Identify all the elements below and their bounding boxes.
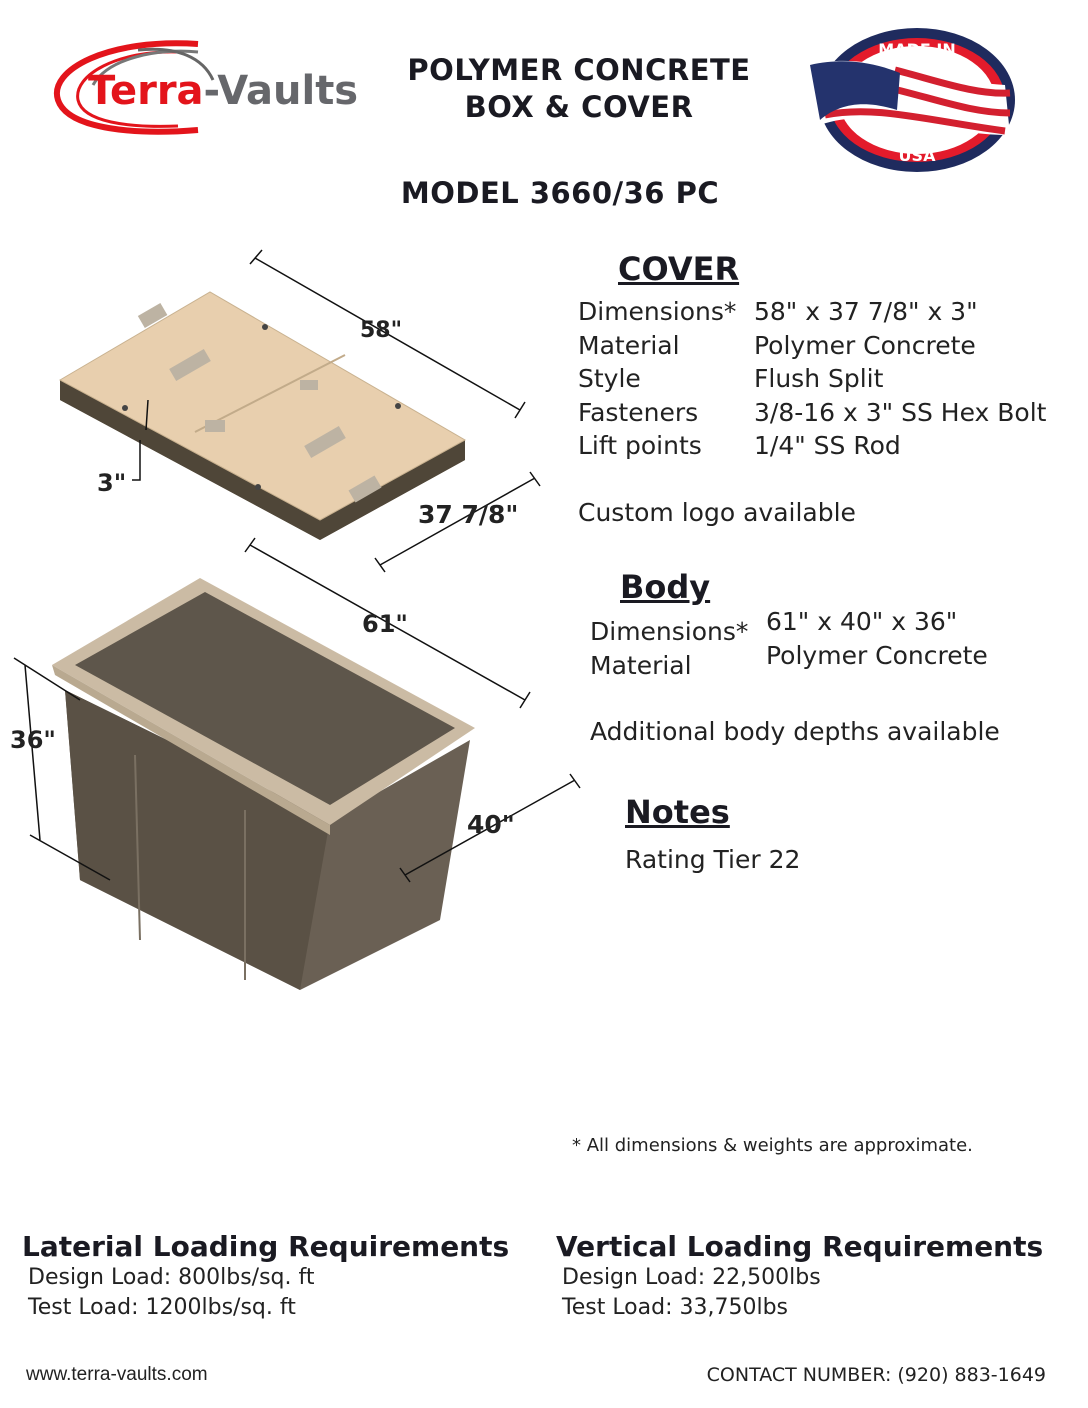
spec-value: Flush Split bbox=[754, 364, 884, 393]
lateral-test: Test Load: 1200lbs/sq. ft bbox=[28, 1295, 296, 1320]
logo-text-red: Terra bbox=[88, 68, 204, 114]
badge-text-top: MADE IN bbox=[878, 40, 956, 59]
cover-spec-labels bbox=[578, 295, 736, 463]
spec-label: Dimensions* bbox=[578, 297, 737, 326]
cover-heading: COVER bbox=[618, 250, 740, 288]
disclaimer: * All dimensions & weights are approximate. bbox=[572, 1135, 973, 1156]
badge-text-bottom: USA bbox=[898, 146, 936, 165]
logo-text-gray: -Vaults bbox=[203, 68, 359, 114]
notes-text: Rating Tier 22 bbox=[625, 845, 801, 874]
spec-value: Polymer Concrete bbox=[754, 330, 976, 360]
spec-value: Polymer Concrete bbox=[766, 640, 988, 670]
page-title bbox=[400, 52, 758, 126]
notes-heading: Notes bbox=[625, 793, 730, 831]
spec-value: 61" x 40" x 36" bbox=[766, 607, 958, 636]
cover-length-label: 58" bbox=[360, 318, 403, 343]
vertical-test: Test Load: 33,750lbs bbox=[562, 1295, 789, 1320]
contact-number: CONTACT NUMBER: (920) 883-1649 bbox=[706, 1364, 1046, 1386]
company-logo bbox=[48, 30, 378, 140]
cover-thickness-label: 3" bbox=[97, 469, 127, 497]
body-depth-label: 36" bbox=[10, 726, 56, 754]
cover-illustration bbox=[60, 292, 465, 540]
body-note: Additional body depths available bbox=[590, 717, 1000, 746]
cover-width-label: 37 7/8" bbox=[418, 500, 519, 529]
body-spec-values bbox=[766, 605, 988, 672]
cover-spec-values bbox=[754, 295, 1046, 463]
body-heading: Body bbox=[620, 568, 711, 606]
usa-flag-icon bbox=[805, 25, 1020, 175]
lateral-heading: Laterial Loading Requirements bbox=[22, 1230, 510, 1263]
body-illustration bbox=[52, 578, 475, 990]
spec-label: Style bbox=[578, 364, 641, 393]
model-title: MODEL 3660/36 PC bbox=[400, 176, 720, 210]
title-line2: BOX & COVER bbox=[464, 90, 694, 124]
vertical-design: Design Load: 22,500lbs bbox=[562, 1265, 821, 1290]
body-width-label: 40" bbox=[467, 810, 515, 839]
vertical-heading: Vertical Loading Requirements bbox=[556, 1230, 1044, 1263]
body-length-label: 61" bbox=[362, 610, 408, 638]
spec-value: 58" x 37 7/8" x 3" bbox=[754, 297, 978, 326]
spec-label: Dimensions* bbox=[590, 617, 749, 646]
spec-value: 3/8-16 x 3" SS Hex Bolt bbox=[754, 397, 1047, 427]
vertical-loading bbox=[556, 1230, 1043, 1323]
spec-label: Material bbox=[578, 330, 680, 360]
lateral-design: Design Load: 800lbs/sq. ft bbox=[28, 1265, 315, 1290]
body-spec-labels bbox=[590, 615, 748, 682]
product-drawing bbox=[0, 240, 600, 1010]
title-line1: POLYMER CONCRETE bbox=[407, 53, 751, 87]
spec-value: 1/4" SS Rod bbox=[754, 431, 901, 460]
spec-label: Lift points bbox=[578, 431, 702, 460]
website-link[interactable]: www.terra-vaults.com bbox=[26, 1364, 208, 1385]
spec-label: Material bbox=[590, 650, 692, 680]
made-in-usa-badge bbox=[805, 25, 1020, 175]
lateral-loading bbox=[22, 1230, 509, 1323]
spec-label: Fasteners bbox=[578, 397, 699, 427]
cover-note: Custom logo available bbox=[578, 498, 856, 527]
